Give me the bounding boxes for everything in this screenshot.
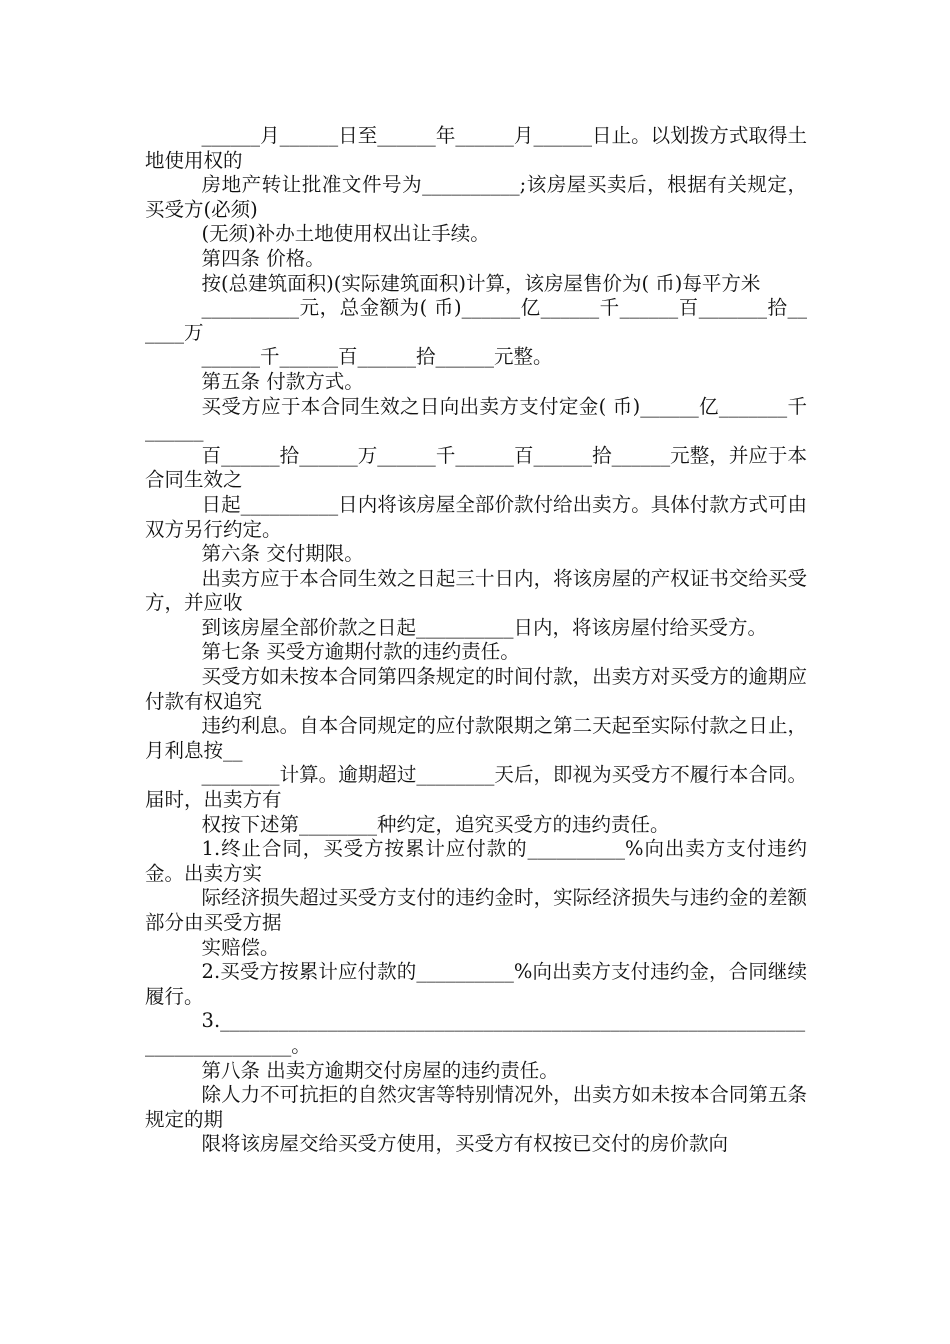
list-item: 3.___________________________________________________________________________。 <box>145 1009 806 1057</box>
paragraph: 房地产转让批准文件号为__________;该房屋买卖后，根据有关规定，买受方(必须) <box>145 173 807 221</box>
paragraph: (无须)补办土地使用权出让手续。 <box>201 222 490 246</box>
paragraph: __________元，总金额为( 币)______亿______千______百_______拾______万 <box>145 296 807 344</box>
paragraph: 按(总建筑面积)(实际建筑面积)计算，该房屋售价为( 币)每平方米 <box>201 271 761 295</box>
section-heading: 第八条 出卖方逾期交付房屋的违约责任。 <box>201 1058 559 1082</box>
section-heading: 第七条 买受方逾期付款的违约责任。 <box>201 640 520 664</box>
paragraph: 限将该房屋交给买受方使用，买受方有权按已交付的房价款向 <box>201 1132 729 1156</box>
paragraph: 日起__________日内将该房屋全部价款付给出卖方。具体付款方式可由双方另行约定。 <box>145 492 807 541</box>
section-heading: 第四条 价格。 <box>201 246 325 270</box>
paragraph: ______月______日至______年______月______日止。以划拨方式取得土地使用权的 <box>145 124 807 172</box>
section-heading: 第六条 交付期限。 <box>201 542 364 566</box>
paragraph: ______千______百______拾______元整。 <box>201 345 553 369</box>
paragraph: 违约利息。自本合同规定的应付款限期之第二天起至实际付款之日止，月利息按__ <box>145 714 807 762</box>
paragraph: 际经济损失超过买受方支付的违约金时，实际经济损失与违约金的差额部分由买受方据 <box>145 886 807 934</box>
paragraph: 买受方应于本合同生效之日向出卖方支付定金( 币)______亿_______千______ <box>145 394 807 443</box>
list-item: 1.终止合同，买受方按累计应付款的__________%向出卖方支付违约金。出卖方实 <box>145 837 807 885</box>
paragraph: ________计算。逾期超过________天后，即视为买受方不履行本合同。届时，出卖方有 <box>145 763 807 812</box>
paragraph: 到该房屋全部价款之日起__________日内，将该房屋付给买受方。 <box>201 615 768 639</box>
paragraph: 实赔偿。 <box>201 935 280 959</box>
document-body <box>145 124 807 1157</box>
paragraph: 权按下述第________种约定，追究买受方的违约责任。 <box>201 812 670 836</box>
paragraph: 出卖方应于本合同生效之日起三十日内，将该房屋的产权证书交给买受方，并应收 <box>145 566 807 615</box>
paragraph: 百______拾______万______千______百______拾______元整，并应于本合同生效之 <box>145 443 807 492</box>
paragraph: 除人力不可抗拒的自然灾害等特别情况外，出卖方如未按本合同第五条规定的期 <box>145 1083 807 1131</box>
paragraph: 买受方如未按本合同第四条规定的时间付款，出卖方对买受方的逾期应付款有权追究 <box>145 665 807 713</box>
list-item: 2.买受方按累计应付款的__________%向出卖方支付违约金，合同继续履行。 <box>145 960 807 1008</box>
section-heading: 第五条 付款方式。 <box>201 369 364 393</box>
